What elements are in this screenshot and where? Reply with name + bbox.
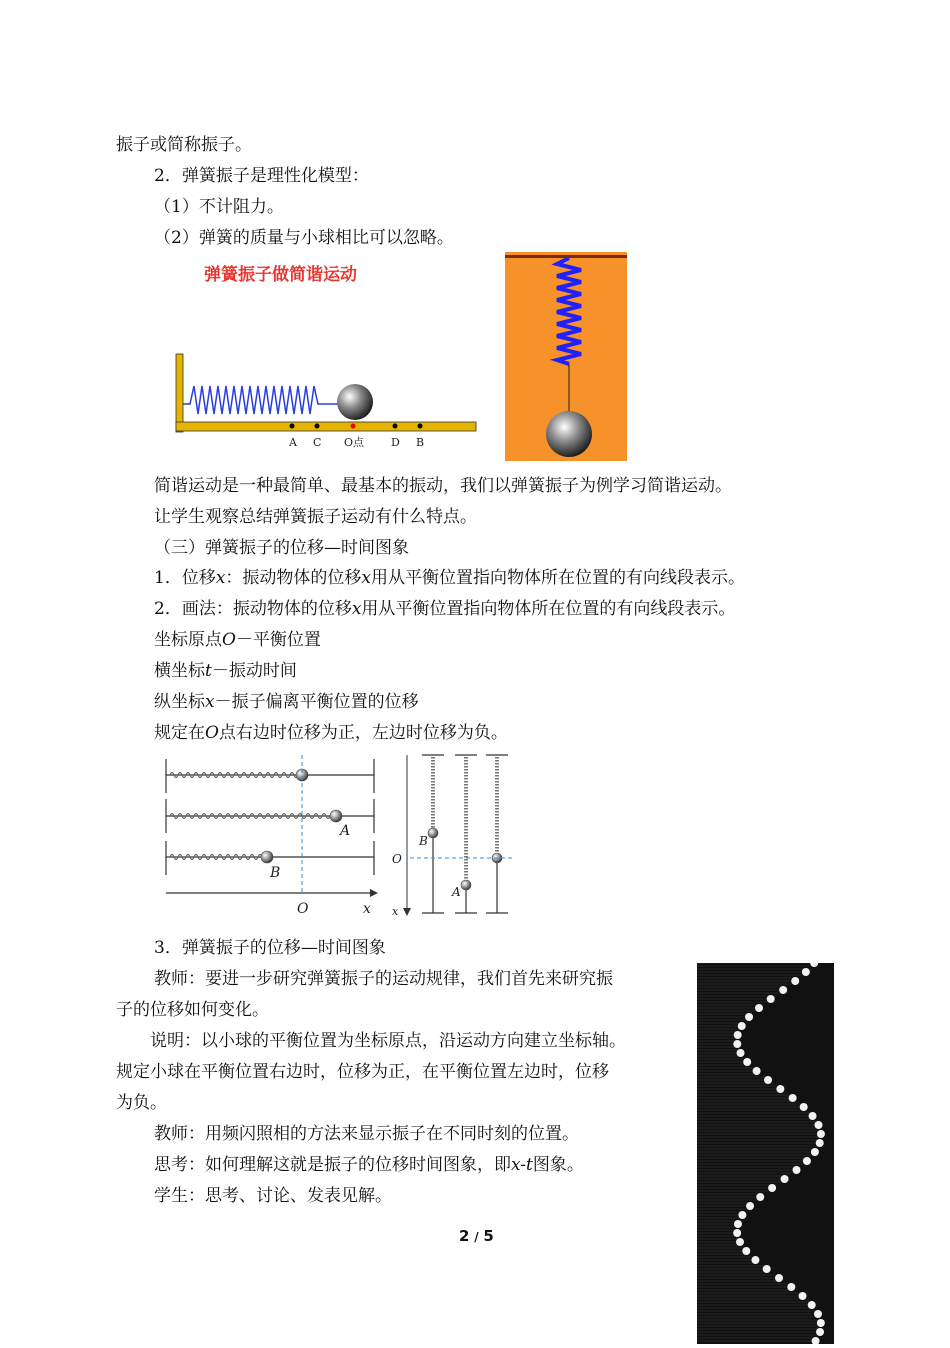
strobe-dot xyxy=(814,1310,822,1318)
text-line: 1．位移x：振动物体的位移x用从平衡位置指向物体所在位置的有向线段表示。 xyxy=(154,568,746,588)
text-line: 教师：要进一步研究弹簧振子的运动规律，我们首先来研究振 xyxy=(154,969,613,989)
text-line: （1）不计阻力。 xyxy=(154,197,284,217)
strobe-dot xyxy=(808,1301,816,1309)
strobe-dot xyxy=(738,1022,746,1030)
strobe-dot xyxy=(734,1220,742,1228)
strobe-dot xyxy=(753,1067,761,1075)
point-label: B xyxy=(416,436,425,449)
text-line: 子的位移如何变化。 xyxy=(116,1000,269,1020)
text-line: 让学生观察总结弹簧振子运动有什么特点。 xyxy=(154,507,477,527)
text-line: 思考：如何理解这就是振子的位移时间图象，即x-t图象。 xyxy=(154,1155,584,1175)
strobe-dot xyxy=(733,1229,741,1237)
label-a: A xyxy=(340,823,351,839)
text-line: 横坐标t－振动时间 xyxy=(154,661,297,681)
strobe-dot xyxy=(816,1139,824,1147)
text-line: 教师：用频闪照相的方法来显示振子在不同时刻的位置。 xyxy=(154,1124,579,1144)
label-b: B xyxy=(270,865,281,881)
text-line: 3．弹簧振子的位移—时间图象 xyxy=(154,938,386,958)
strobe-dot xyxy=(791,977,799,985)
strobe-dot xyxy=(816,1328,824,1336)
vlabel-x: x xyxy=(392,905,399,918)
text-line: 振子或简称振子。 xyxy=(116,135,252,155)
text-line: 2．画法：振动物体的位移x用从平衡位置指向物体所在位置的有向线段表示。 xyxy=(154,599,736,619)
vertical-spring-figure xyxy=(505,252,627,461)
text-line: 坐标原点O－平衡位置 xyxy=(154,630,321,650)
strobe-dot xyxy=(775,1274,783,1282)
point-label: C xyxy=(313,436,322,449)
horizontal-spring-figure xyxy=(170,258,482,456)
strobe-dot xyxy=(743,1058,751,1066)
strobe-dot xyxy=(787,1283,795,1291)
vlabel-o: O xyxy=(392,852,402,866)
strobe-dot xyxy=(802,968,810,976)
text-line: 简谐运动是一种最简单、最基本的振动，我们以弹簧振子为例学习简谐运动。 xyxy=(154,476,732,496)
strobe-dot xyxy=(799,1292,807,1300)
strobe-photo xyxy=(697,963,834,1344)
displacement-figure xyxy=(158,753,520,921)
text-line: （2）弹簧的质量与小球相比可以忽略。 xyxy=(154,228,454,248)
vlabel-b: B xyxy=(419,834,428,848)
vlabel-a: A xyxy=(452,885,461,899)
text-line: 规定在O点右边时位移为正，左边时位移为负。 xyxy=(154,723,508,743)
strobe-dot xyxy=(817,1130,825,1138)
strobe-dot xyxy=(742,1247,750,1255)
strobe-dot xyxy=(781,1175,789,1183)
strobe-dot xyxy=(800,1103,808,1111)
strobe-dot xyxy=(734,1031,742,1039)
text-line: 说明：以小球的平衡位置为坐标原点，沿运动方向建立坐标轴。 xyxy=(150,1031,626,1051)
strobe-dot xyxy=(733,1040,741,1048)
text-line: 学生：思考、讨论、发表见解。 xyxy=(154,1186,392,1206)
point-label: A xyxy=(289,436,297,449)
page-number: 2 / 5 xyxy=(459,1227,494,1245)
strobe-dot xyxy=(803,1157,811,1165)
strobe-dot xyxy=(738,1211,746,1219)
strobe-dot xyxy=(814,1121,822,1129)
strobe-dot xyxy=(793,1166,801,1174)
strobe-dot xyxy=(764,1076,772,1084)
strobe-dot xyxy=(755,1004,763,1012)
text-line: 纵坐标x－振子偏离平衡位置的位移 xyxy=(154,692,419,712)
figure-title: 弹簧振子做简谐运动 xyxy=(204,265,357,285)
strobe-dot xyxy=(809,1112,817,1120)
strobe-dot xyxy=(776,1085,784,1093)
text-line: （三）弹簧振子的位移—时间图象 xyxy=(154,538,409,558)
point-label: O点 xyxy=(344,436,365,449)
strobe-dot xyxy=(737,1049,745,1057)
strobe-dot xyxy=(736,1238,744,1246)
text-line: 为负。 xyxy=(116,1093,167,1113)
strobe-dot xyxy=(763,1265,771,1273)
strobe-dot xyxy=(751,1256,759,1264)
strobe-dot xyxy=(817,1319,825,1327)
strobe-dot xyxy=(745,1013,753,1021)
text-line: 2．弹簧振子是理性化模型： xyxy=(154,166,369,186)
strobe-dot xyxy=(779,986,787,994)
label-x: x xyxy=(363,901,371,917)
text-line: 规定小球在平衡位置右边时，位移为正，在平衡位置左边时，位移 xyxy=(116,1062,609,1082)
point-label: D xyxy=(391,436,400,449)
strobe-dot xyxy=(768,1184,776,1192)
strobe-dot xyxy=(767,995,775,1003)
strobe-dot xyxy=(746,1202,754,1210)
strobe-dot xyxy=(789,1094,797,1102)
strobe-dot xyxy=(811,1148,819,1156)
label-o: O xyxy=(297,901,309,917)
strobe-dot xyxy=(756,1193,764,1201)
